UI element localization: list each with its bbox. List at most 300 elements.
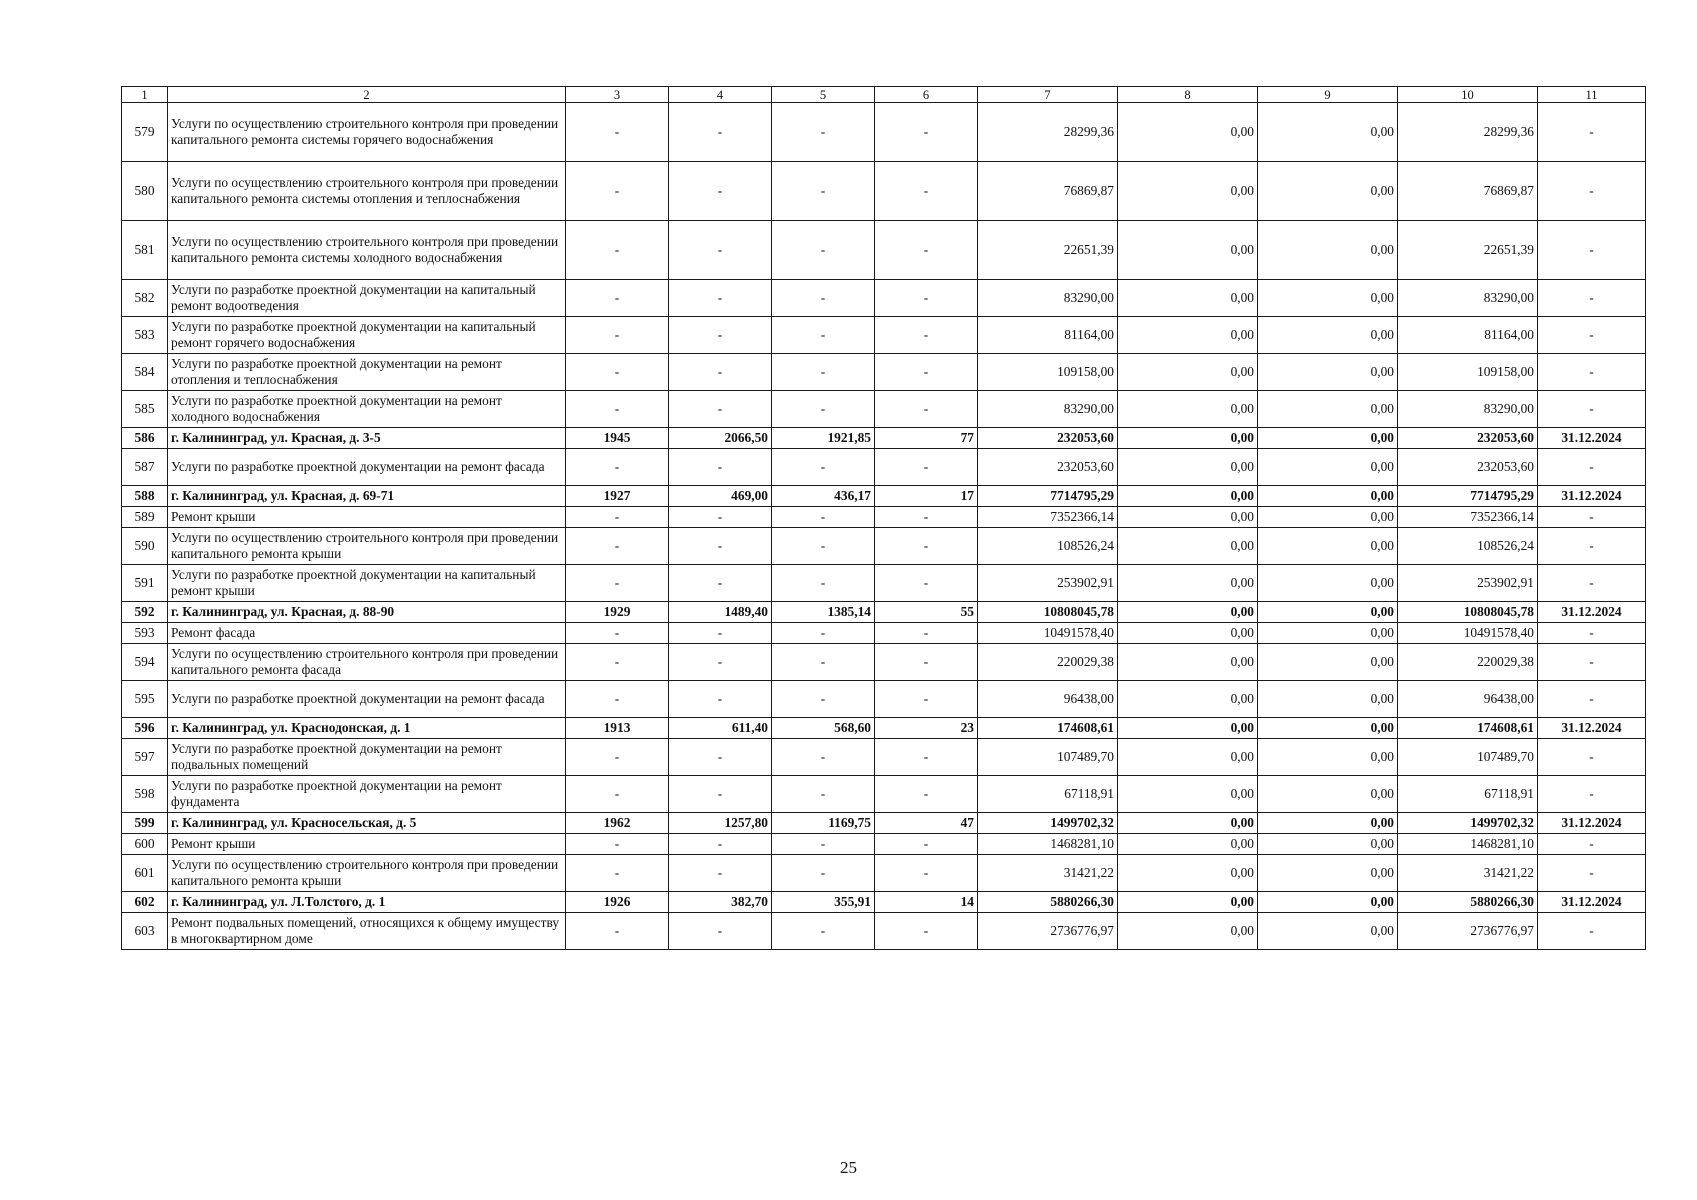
cell-col-6: - [875,280,978,317]
cell-col-8: 0,00 [1118,776,1258,813]
row-number: 587 [122,449,168,486]
cell-col-8: 0,00 [1118,892,1258,913]
row-number: 594 [122,644,168,681]
cell-col-11: - [1538,565,1646,602]
cell-col-9: 0,00 [1258,317,1398,354]
cell-col-7: 10491578,40 [978,623,1118,644]
column-header: 6 [875,87,978,103]
table-row [122,739,1646,776]
row-number: 590 [122,528,168,565]
cell-col-6: - [875,776,978,813]
cell-col-9: 0,00 [1258,718,1398,739]
cell-col-11: 31.12.2024 [1538,602,1646,623]
cell-col-6: - [875,913,978,950]
cell-col-7: 253902,91 [978,565,1118,602]
cell-col-9: 0,00 [1258,391,1398,428]
cell-col-9: 0,00 [1258,428,1398,449]
cell-col-5: - [772,280,875,317]
cell-col-10: 108526,24 [1398,528,1538,565]
cell-col-5: 1385,14 [772,602,875,623]
item-name: Услуги по осуществлению строительного контроля при проведении капитального ремонта крыши [168,528,566,565]
item-name: Услуги по разработке проектной документации на капитальный ремонт горячего водоснабжения [168,317,566,354]
cell-col-8: 0,00 [1118,528,1258,565]
table-row [122,354,1646,391]
cell-col-11: 31.12.2024 [1538,813,1646,834]
row-number: 596 [122,718,168,739]
cell-col-5: - [772,681,875,718]
cell-col-3: - [566,103,669,162]
cell-col-3: - [566,834,669,855]
item-name: Услуги по осуществлению строительного контроля при проведении капитального ремонта фасада [168,644,566,681]
row-number: 588 [122,486,168,507]
cell-col-3: - [566,913,669,950]
cell-col-5: - [772,507,875,528]
item-name: Услуги по разработке проектной документации на ремонт фасада [168,681,566,718]
table-row [122,162,1646,221]
cell-col-11: - [1538,834,1646,855]
cell-col-6: - [875,739,978,776]
cell-col-4: - [669,354,772,391]
cell-col-8: 0,00 [1118,162,1258,221]
table-row [122,391,1646,428]
table-row [122,834,1646,855]
cell-col-3: - [566,317,669,354]
table-row [122,776,1646,813]
cell-col-4: - [669,565,772,602]
cell-col-4: - [669,644,772,681]
cell-col-9: 0,00 [1258,681,1398,718]
cell-col-4: - [669,162,772,221]
cell-col-11: - [1538,855,1646,892]
cell-col-9: 0,00 [1258,449,1398,486]
row-number: 592 [122,602,168,623]
cell-col-3: - [566,391,669,428]
cell-col-8: 0,00 [1118,428,1258,449]
cell-col-6: - [875,507,978,528]
cell-col-5: 355,91 [772,892,875,913]
row-number: 601 [122,855,168,892]
cell-col-10: 1499702,32 [1398,813,1538,834]
cell-col-6: 14 [875,892,978,913]
cell-col-3: - [566,528,669,565]
table-row [122,449,1646,486]
cell-col-10: 174608,61 [1398,718,1538,739]
row-number: 581 [122,221,168,280]
cell-col-6: - [875,528,978,565]
row-number: 603 [122,913,168,950]
cell-col-6: - [875,449,978,486]
address-row [122,486,1646,507]
cell-col-11: - [1538,103,1646,162]
cell-col-10: 22651,39 [1398,221,1538,280]
item-name: Услуги по разработке проектной документации на ремонт отопления и теплоснабжения [168,354,566,391]
cell-col-7: 22651,39 [978,221,1118,280]
cell-col-7: 7714795,29 [978,486,1118,507]
item-name: Ремонт подвальных помещений, относящихся к общему имуществу в многоквартирном доме [168,913,566,950]
cell-col-9: 0,00 [1258,280,1398,317]
cell-col-9: 0,00 [1258,103,1398,162]
row-number: 591 [122,565,168,602]
cell-col-6: - [875,623,978,644]
table-row [122,221,1646,280]
table-row [122,565,1646,602]
cell-col-5: - [772,855,875,892]
cell-col-6: 23 [875,718,978,739]
cell-col-4: 382,70 [669,892,772,913]
address-row [122,602,1646,623]
cell-col-8: 0,00 [1118,317,1258,354]
row-number: 600 [122,834,168,855]
cell-col-9: 0,00 [1258,813,1398,834]
column-header: 7 [978,87,1118,103]
cell-col-7: 81164,00 [978,317,1118,354]
cell-col-7: 232053,60 [978,428,1118,449]
cell-col-11: - [1538,280,1646,317]
cell-col-3: 1945 [566,428,669,449]
item-name: г. Калининград, ул. Красная, д. 69-71 [168,486,566,507]
address-row [122,428,1646,449]
cell-col-7: 67118,91 [978,776,1118,813]
cell-col-9: 0,00 [1258,354,1398,391]
cell-col-11: - [1538,449,1646,486]
cell-col-7: 83290,00 [978,391,1118,428]
cell-col-6: 55 [875,602,978,623]
cell-col-6: - [875,221,978,280]
cell-col-3: 1927 [566,486,669,507]
cell-col-7: 1468281,10 [978,834,1118,855]
cell-col-4: - [669,528,772,565]
cell-col-5: - [772,449,875,486]
item-name: Услуги по разработке проектной документации на капитальный ремонт водоотведения [168,280,566,317]
cell-col-10: 81164,00 [1398,317,1538,354]
cell-col-7: 220029,38 [978,644,1118,681]
table-row [122,644,1646,681]
cell-col-3: - [566,507,669,528]
cell-col-7: 232053,60 [978,449,1118,486]
cell-col-5: - [772,221,875,280]
cell-col-8: 0,00 [1118,354,1258,391]
cell-col-6: - [875,644,978,681]
cell-col-5: - [772,354,875,391]
cell-col-10: 253902,91 [1398,565,1538,602]
cell-col-9: 0,00 [1258,623,1398,644]
cell-col-9: 0,00 [1258,221,1398,280]
cell-col-4: - [669,103,772,162]
cell-col-11: 31.12.2024 [1538,718,1646,739]
row-number: 597 [122,739,168,776]
cell-col-9: 0,00 [1258,528,1398,565]
cell-col-10: 109158,00 [1398,354,1538,391]
item-name: г. Калининград, ул. Красносельская, д. 5 [168,813,566,834]
cell-col-8: 0,00 [1118,391,1258,428]
cell-col-8: 0,00 [1118,718,1258,739]
column-header: 11 [1538,87,1646,103]
column-header: 9 [1258,87,1398,103]
item-name: Услуги по осуществлению строительного контроля при проведении капитального ремонта крыши [168,855,566,892]
cell-col-10: 83290,00 [1398,391,1538,428]
cell-col-11: - [1538,317,1646,354]
row-number: 584 [122,354,168,391]
cell-col-8: 0,00 [1118,913,1258,950]
cell-col-7: 174608,61 [978,718,1118,739]
cell-col-4: - [669,776,772,813]
cell-col-6: - [875,162,978,221]
page-number: 25 [840,1158,857,1177]
cell-col-9: 0,00 [1258,644,1398,681]
cell-col-10: 28299,36 [1398,103,1538,162]
item-name: Ремонт крыши [168,834,566,855]
cell-col-9: 0,00 [1258,507,1398,528]
row-number: 599 [122,813,168,834]
cell-col-7: 5880266,30 [978,892,1118,913]
cell-col-10: 31421,22 [1398,855,1538,892]
cell-col-3: 1913 [566,718,669,739]
address-row [122,813,1646,834]
cell-col-4: - [669,855,772,892]
cell-col-9: 0,00 [1258,892,1398,913]
cell-col-6: - [875,565,978,602]
cell-col-9: 0,00 [1258,486,1398,507]
cell-col-10: 67118,91 [1398,776,1538,813]
row-number: 586 [122,428,168,449]
cell-col-7: 1499702,32 [978,813,1118,834]
row-number: 595 [122,681,168,718]
item-name: Услуги по разработке проектной документации на ремонт холодного водоснабжения [168,391,566,428]
repair-table [121,86,1646,950]
cell-col-3: - [566,565,669,602]
cell-col-10: 7352366,14 [1398,507,1538,528]
cell-col-10: 1468281,10 [1398,834,1538,855]
cell-col-4: - [669,449,772,486]
cell-col-8: 0,00 [1118,644,1258,681]
cell-col-3: - [566,644,669,681]
cell-col-8: 0,00 [1118,739,1258,776]
cell-col-11: - [1538,391,1646,428]
cell-col-11: - [1538,507,1646,528]
item-name: Услуги по осуществлению строительного контроля при проведении капитального ремонта системы горячего водоснабжения [168,103,566,162]
cell-col-6: - [875,317,978,354]
cell-col-10: 5880266,30 [1398,892,1538,913]
cell-col-4: 469,00 [669,486,772,507]
cell-col-8: 0,00 [1118,681,1258,718]
table-row [122,681,1646,718]
cell-col-5: - [772,834,875,855]
item-name: Ремонт фасада [168,623,566,644]
cell-col-6: 47 [875,813,978,834]
address-row [122,718,1646,739]
row-number: 579 [122,103,168,162]
cell-col-8: 0,00 [1118,221,1258,280]
table-row [122,855,1646,892]
cell-col-3: - [566,681,669,718]
cell-col-3: 1962 [566,813,669,834]
cell-col-7: 108526,24 [978,528,1118,565]
cell-col-5: 1921,85 [772,428,875,449]
cell-col-8: 0,00 [1118,623,1258,644]
cell-col-11: - [1538,221,1646,280]
cell-col-3: - [566,623,669,644]
cell-col-5: - [772,162,875,221]
table-row [122,103,1646,162]
cell-col-10: 10808045,78 [1398,602,1538,623]
cell-col-11: - [1538,739,1646,776]
table-row [122,913,1646,950]
cell-col-5: - [772,317,875,354]
item-name: г. Калининград, ул. Красная, д. 3-5 [168,428,566,449]
cell-col-10: 83290,00 [1398,280,1538,317]
cell-col-5: - [772,623,875,644]
cell-col-4: 2066,50 [669,428,772,449]
cell-col-7: 10808045,78 [978,602,1118,623]
cell-col-4: 1489,40 [669,602,772,623]
cell-col-10: 7714795,29 [1398,486,1538,507]
cell-col-4: - [669,834,772,855]
row-number: 580 [122,162,168,221]
table-row [122,317,1646,354]
cell-col-3: 1929 [566,602,669,623]
table-row [122,623,1646,644]
column-header: 8 [1118,87,1258,103]
cell-col-10: 10491578,40 [1398,623,1538,644]
cell-col-7: 31421,22 [978,855,1118,892]
item-name: г. Калининград, ул. Л.Толстого, д. 1 [168,892,566,913]
row-number: 593 [122,623,168,644]
cell-col-4: - [669,739,772,776]
cell-col-9: 0,00 [1258,602,1398,623]
cell-col-8: 0,00 [1118,813,1258,834]
cell-col-5: 436,17 [772,486,875,507]
column-header: 1 [122,87,168,103]
cell-col-5: 1169,75 [772,813,875,834]
row-number: 582 [122,280,168,317]
item-name: г. Калининград, ул. Красная, д. 88-90 [168,602,566,623]
column-header: 3 [566,87,669,103]
item-name: Услуги по разработке проектной документации на капитальный ремонт крыши [168,565,566,602]
cell-col-6: - [875,354,978,391]
cell-col-11: - [1538,681,1646,718]
cell-col-8: 0,00 [1118,449,1258,486]
cell-col-11: 31.12.2024 [1538,428,1646,449]
cell-col-11: - [1538,644,1646,681]
cell-col-6: - [875,855,978,892]
cell-col-4: - [669,623,772,644]
cell-col-7: 83290,00 [978,280,1118,317]
cell-col-6: 77 [875,428,978,449]
row-number: 589 [122,507,168,528]
row-number: 602 [122,892,168,913]
cell-col-4: - [669,221,772,280]
cell-col-4: - [669,391,772,428]
cell-col-7: 109158,00 [978,354,1118,391]
cell-col-3: - [566,739,669,776]
cell-col-5: - [772,103,875,162]
cell-col-8: 0,00 [1118,602,1258,623]
cell-col-11: 31.12.2024 [1538,892,1646,913]
cell-col-5: - [772,776,875,813]
item-name: Услуги по разработке проектной документации на ремонт подвальных помещений [168,739,566,776]
cell-col-5: - [772,913,875,950]
cell-col-3: 1926 [566,892,669,913]
cell-col-9: 0,00 [1258,162,1398,221]
cell-col-4: 1257,80 [669,813,772,834]
item-name: г. Калининград, ул. Краснодонская, д. 1 [168,718,566,739]
cell-col-5: - [772,565,875,602]
cell-col-5: - [772,528,875,565]
cell-col-9: 0,00 [1258,739,1398,776]
cell-col-7: 28299,36 [978,103,1118,162]
cell-col-10: 76869,87 [1398,162,1538,221]
item-name: Услуги по осуществлению строительного контроля при проведении капитального ремонта системы холодного водоснабжения [168,221,566,280]
cell-col-4: - [669,681,772,718]
item-name: Услуги по осуществлению строительного контроля при проведении капитального ремонта системы отопления и теплоснабжения [168,162,566,221]
cell-col-9: 0,00 [1258,913,1398,950]
cell-col-11: - [1538,528,1646,565]
cell-col-7: 76869,87 [978,162,1118,221]
cell-col-3: - [566,280,669,317]
cell-col-7: 7352366,14 [978,507,1118,528]
cell-col-11: 31.12.2024 [1538,486,1646,507]
cell-col-7: 2736776,97 [978,913,1118,950]
cell-col-3: - [566,855,669,892]
cell-col-9: 0,00 [1258,776,1398,813]
cell-col-6: - [875,681,978,718]
cell-col-4: 611,40 [669,718,772,739]
cell-col-11: - [1538,162,1646,221]
cell-col-5: - [772,739,875,776]
cell-col-10: 96438,00 [1398,681,1538,718]
cell-col-8: 0,00 [1118,565,1258,602]
cell-col-8: 0,00 [1118,280,1258,317]
cell-col-4: - [669,317,772,354]
cell-col-5: - [772,391,875,428]
cell-col-11: - [1538,623,1646,644]
cell-col-8: 0,00 [1118,103,1258,162]
cell-col-8: 0,00 [1118,507,1258,528]
cell-col-10: 2736776,97 [1398,913,1538,950]
cell-col-5: 568,60 [772,718,875,739]
table-row [122,280,1646,317]
cell-col-6: 17 [875,486,978,507]
cell-col-11: - [1538,354,1646,391]
cell-col-5: - [772,644,875,681]
row-number: 583 [122,317,168,354]
row-number: 598 [122,776,168,813]
item-name: Ремонт крыши [168,507,566,528]
cell-col-10: 107489,70 [1398,739,1538,776]
cell-col-6: - [875,103,978,162]
cell-col-4: - [669,507,772,528]
column-number-row [122,87,1646,103]
address-row [122,892,1646,913]
cell-col-11: - [1538,776,1646,813]
item-name: Услуги по разработке проектной документации на ремонт фундамента [168,776,566,813]
cell-col-3: - [566,354,669,391]
cell-col-11: - [1538,913,1646,950]
cell-col-8: 0,00 [1118,855,1258,892]
cell-col-4: - [669,913,772,950]
column-header: 5 [772,87,875,103]
cell-col-6: - [875,391,978,428]
cell-col-7: 96438,00 [978,681,1118,718]
cell-col-3: - [566,449,669,486]
cell-col-9: 0,00 [1258,834,1398,855]
cell-col-7: 107489,70 [978,739,1118,776]
row-number: 585 [122,391,168,428]
cell-col-9: 0,00 [1258,855,1398,892]
column-header: 2 [168,87,566,103]
cell-col-4: - [669,280,772,317]
cell-col-10: 232053,60 [1398,428,1538,449]
